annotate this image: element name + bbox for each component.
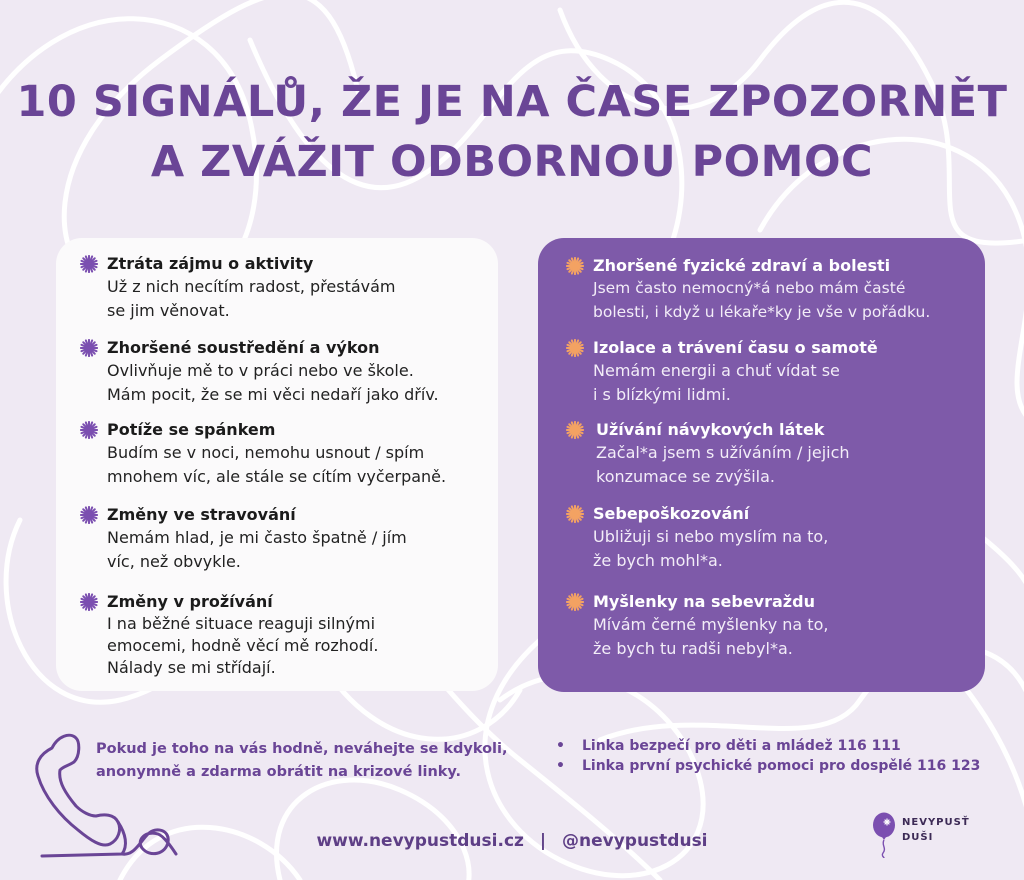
separator: | <box>539 831 547 851</box>
purple-star-icon <box>80 421 98 439</box>
hotline-label[interactable]: Linka bezpečí pro děti a mládež 116 111 <box>582 738 901 754</box>
signal-desc-line: Ubližuji si nebo myslím na to, <box>593 527 829 546</box>
purple-star-icon <box>80 593 98 611</box>
signal-desc-line: Už z nich necítím radost, přestávám <box>107 277 396 296</box>
signal-desc-line: Nemám energii a chuť vídat se <box>593 361 840 380</box>
bullet: • <box>556 758 565 774</box>
brand-logo <box>872 812 970 858</box>
hotline-item-adults <box>556 756 980 776</box>
signal-title: Izolace a trávení času o samotě <box>593 338 878 357</box>
signal-item-sleep <box>80 419 446 488</box>
signal-desc-line: emocemi, hodně věcí mě rozhodí. <box>107 636 379 655</box>
signal-title: Ztráta zájmu o aktivity <box>107 254 314 273</box>
logo-line-1: NEVYPUSŤ <box>902 817 970 828</box>
crisis-message-line-2: anonymně a zdarma obrátit na krizové linky. <box>96 764 462 780</box>
signal-desc-line: Jsem často nemocný*á nebo mám časté <box>593 279 906 297</box>
signal-desc-line: Nálady se mi střídají. <box>107 658 276 677</box>
signal-desc-line: se jim věnovat. <box>107 300 230 320</box>
signal-title: Sebepoškozování <box>593 504 750 523</box>
signal-desc-line: Budím se v noci, nemohu usnout / spím <box>107 443 425 462</box>
hotline-item-children <box>556 736 980 756</box>
contact-links <box>0 828 1024 854</box>
page-title <box>0 72 1024 192</box>
orange-star-icon <box>566 339 584 357</box>
title-line-1: 10 SIGNÁLŮ, ŽE JE NA ČASE ZPOZORNĚT <box>16 77 1008 127</box>
crisis-message-line-1: Pokud je toho na vás hodně, neváhejte se kdykoli, <box>96 741 508 757</box>
signals-card-left <box>56 238 498 691</box>
signal-desc-line: Mívám černé myšlenky na to, <box>593 615 829 634</box>
signal-title: Užívání návykových látek <box>596 420 825 439</box>
signal-item-eating <box>80 504 407 573</box>
signal-title: Změny ve stravování <box>107 505 296 524</box>
logo-line-2: DUŠI <box>902 832 934 843</box>
signal-desc-line: i s blízkými lidmi. <box>593 384 731 404</box>
title-line-2: A ZVÁŽIT ODBORNOU POMOC <box>150 137 874 187</box>
signal-desc-line: mnohem víc, ale stále se cítím vyčerpaně. <box>107 466 447 486</box>
social-handle-link[interactable]: @nevypustdusi <box>561 831 708 851</box>
signal-item-self-harm <box>566 503 828 572</box>
signal-desc-line: I na běžné situace reaguji silnými <box>107 614 376 633</box>
signal-item-substances <box>566 419 850 488</box>
balloon-icon <box>872 812 896 858</box>
signal-title: Zhoršené soustředění a výkon <box>107 338 380 357</box>
signal-item-suicidal-thoughts <box>566 591 828 660</box>
signal-desc-line: víc, než obvykle. <box>107 551 241 571</box>
signal-desc-line: Ovlivňuje mě to v práci nebo ve škole. <box>107 361 414 380</box>
website-link[interactable]: www.nevypustdusi.cz <box>316 831 524 851</box>
crisis-help-message <box>96 738 508 784</box>
bullet: • <box>556 738 565 754</box>
signal-desc-line: Mám pocit, že se mi věci nedaří jako dřív. <box>107 384 439 404</box>
purple-star-icon <box>80 506 98 524</box>
signal-title: Změny v prožívání <box>107 592 273 611</box>
orange-star-icon <box>566 505 584 523</box>
signal-title: Potíže se spánkem <box>107 420 276 439</box>
signal-item-physical-health <box>566 255 930 324</box>
signal-title: Myšlenky na sebevraždu <box>593 592 815 611</box>
signal-item-concentration <box>80 337 439 406</box>
hotline-label[interactable]: Linka první psychické pomoci pro dospělé 116 123 <box>582 758 981 774</box>
signal-desc-line: Nemám hlad, je mi často špatně / jím <box>107 528 407 547</box>
signal-desc-line: Začal*a jsem s užíváním / jejich <box>596 443 850 462</box>
signal-desc-line: že bych mohl*a. <box>593 550 723 570</box>
hotline-list <box>556 736 980 776</box>
orange-star-icon <box>566 421 584 439</box>
signal-title: Zhoršené fyzické zdraví a bolesti <box>593 256 891 275</box>
purple-star-icon <box>80 255 98 273</box>
signal-desc-line: konzumace se zvýšila. <box>596 466 775 486</box>
signal-desc-line: že bych tu radši nebyl*a. <box>593 638 793 658</box>
signal-item-emotions <box>80 591 378 679</box>
signal-item-isolation <box>566 337 878 406</box>
signal-item-loss-of-interest <box>80 253 396 322</box>
signal-desc-line: bolesti, i když u lékaře*ky je vše v pořádku. <box>593 302 931 321</box>
purple-star-icon <box>80 339 98 357</box>
logo-wordmark <box>902 815 970 845</box>
orange-star-icon <box>566 257 584 275</box>
signals-card-right <box>538 238 985 692</box>
orange-star-icon <box>566 593 584 611</box>
